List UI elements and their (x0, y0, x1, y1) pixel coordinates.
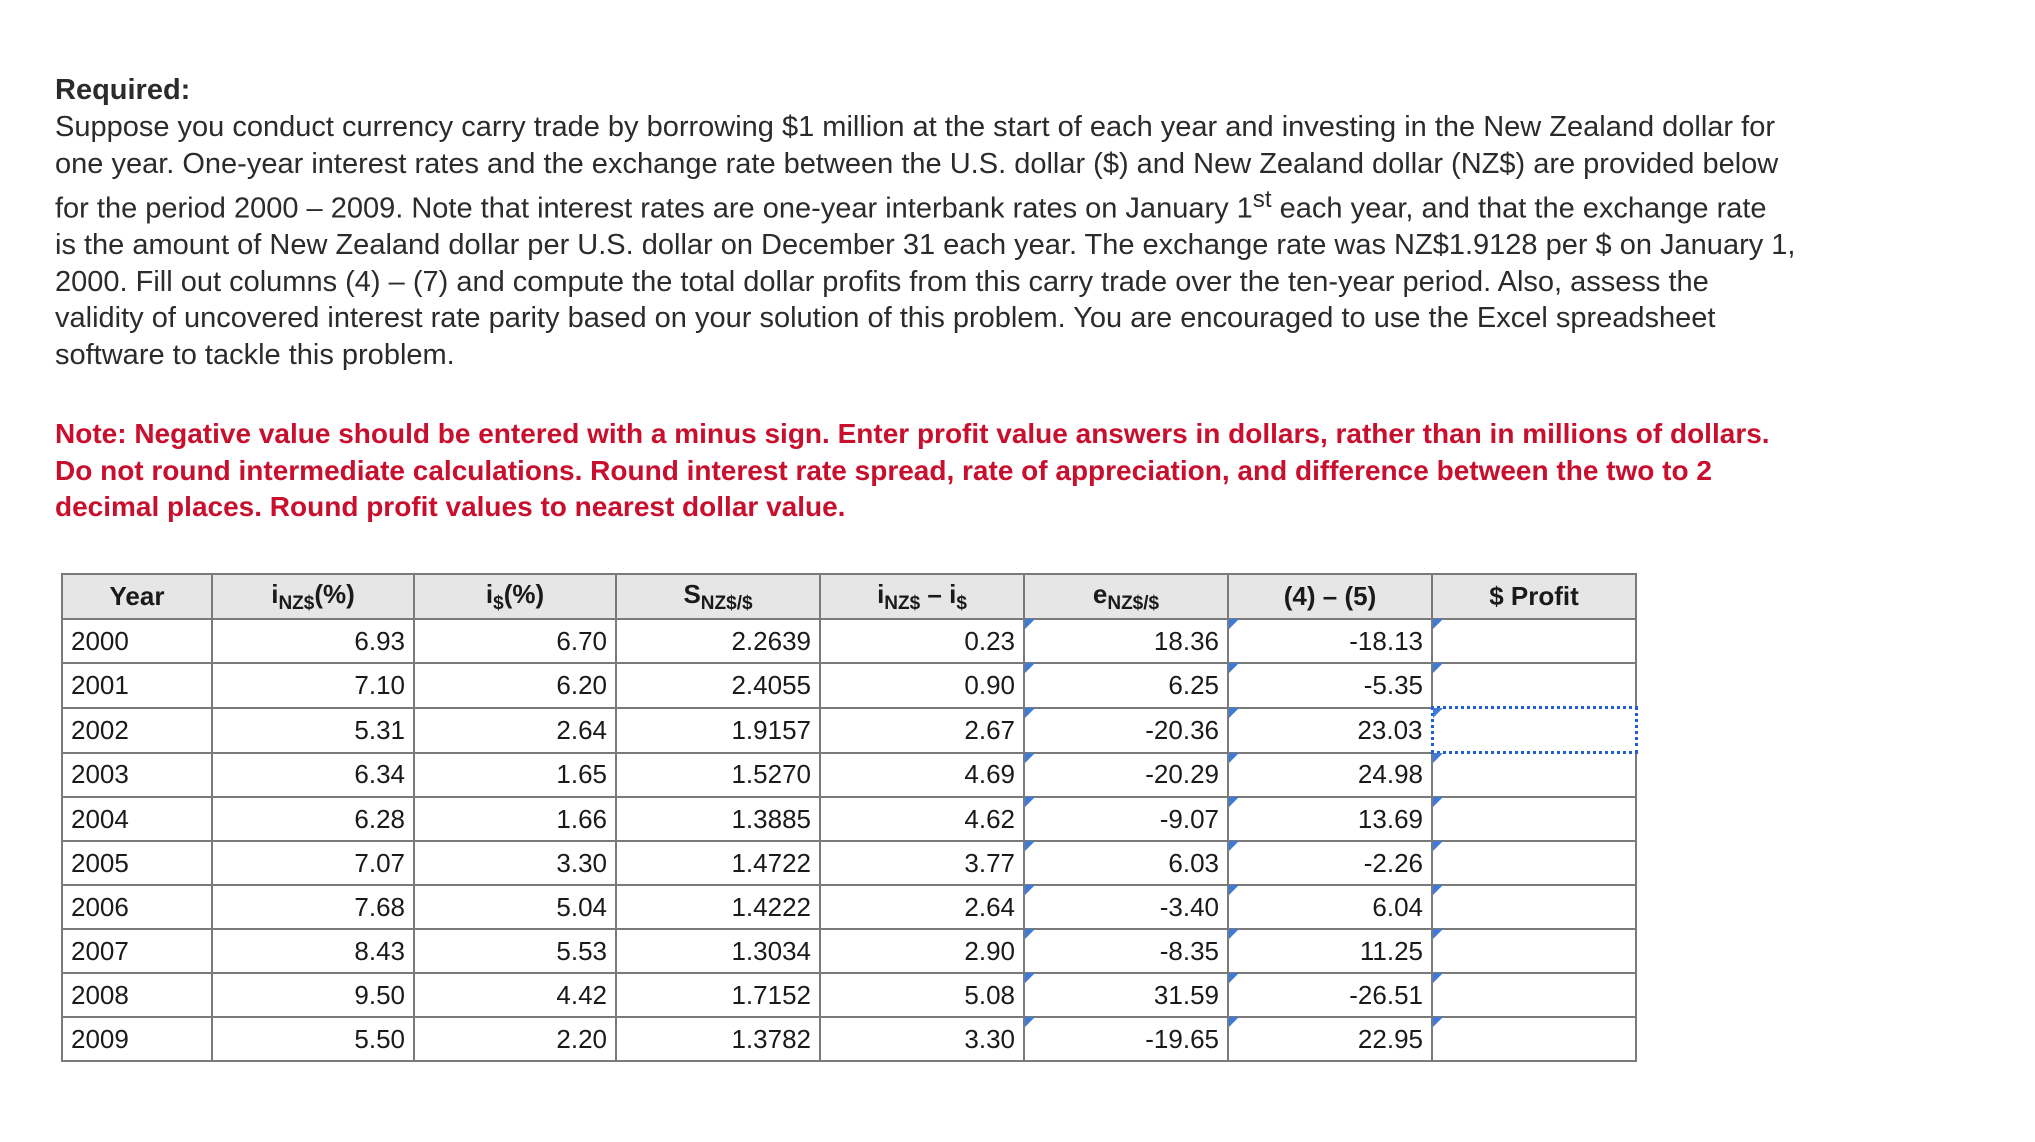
required-line-3 (55, 182, 1985, 227)
cell-ius: 4.42 (414, 973, 616, 1017)
table-row (62, 663, 1636, 708)
appreciation-input[interactable]: -9.07 (1024, 797, 1228, 841)
cell-spot: 1.4722 (616, 841, 820, 885)
table-row (62, 885, 1636, 929)
cell-inz: 6.93 (212, 619, 414, 663)
difference-input[interactable]: 6.04 (1228, 885, 1432, 929)
cell-ius: 6.20 (414, 663, 616, 708)
profit-input[interactable] (1432, 885, 1636, 929)
cell-year: 2006 (62, 885, 212, 929)
cell-year: 2002 (62, 708, 212, 753)
cell-ius: 5.04 (414, 885, 616, 929)
required-line-1: Suppose you conduct currency carry trade by borrowing $1 million at the start of each year and investing in the New Zealand dollar for (55, 111, 1775, 143)
cell-year: 2007 (62, 929, 212, 973)
cell-spot: 1.3885 (616, 797, 820, 841)
cell-ius: 2.64 (414, 708, 616, 753)
cell-year: 2001 (62, 663, 212, 708)
profit-input[interactable] (1432, 663, 1636, 708)
table-row (62, 708, 1636, 753)
cell-year: 2004 (62, 797, 212, 841)
required-heading: Required: (55, 74, 191, 106)
header-interest-spread: $i_{NZ\$} - i_{\$}$ (820, 574, 1024, 619)
required-line-3-a: for the period 2000 – 2009. Note that interest rates are one-year interbank rates on January 1 (55, 192, 1253, 225)
spread-input[interactable]: 2.67 (820, 708, 1024, 753)
profit-input[interactable] (1432, 929, 1636, 973)
profit-input-focused[interactable] (1432, 708, 1636, 753)
cell-year: 2009 (62, 1017, 212, 1061)
appreciation-input[interactable]: 18.36 (1024, 619, 1228, 663)
table-row (62, 929, 1636, 973)
difference-input[interactable]: -5.35 (1228, 663, 1432, 708)
appreciation-input[interactable]: -3.40 (1024, 885, 1228, 929)
cell-spot: 1.3782 (616, 1017, 820, 1061)
ordinal-suffix: st (1252, 186, 1272, 213)
cell-spot: 1.7152 (616, 973, 820, 1017)
header-inz: $i_{NZ\$}(\%)$ (212, 574, 414, 619)
spread-input[interactable]: 2.90 (820, 929, 1024, 973)
appreciation-input[interactable]: -20.36 (1024, 708, 1228, 753)
required-line-7: software to tackle this problem. (55, 338, 455, 371)
profit-input[interactable] (1432, 753, 1636, 798)
table-row (62, 841, 1636, 885)
table-row (62, 1017, 1636, 1061)
note-line-1: Note: Negative value should be entered with a minus sign. Enter profit value answers in dollars, rather than in millions of dollars. (55, 418, 1770, 450)
cell-inz: 6.28 (212, 797, 414, 841)
spread-input[interactable]: 5.08 (820, 973, 1024, 1017)
cell-inz: 7.07 (212, 841, 414, 885)
difference-input[interactable]: 23.03 (1228, 708, 1432, 753)
cell-spot: 1.4222 (616, 885, 820, 929)
spread-input[interactable]: 3.77 (820, 841, 1024, 885)
cell-ius: 1.65 (414, 753, 616, 798)
profit-input[interactable] (1432, 973, 1636, 1017)
cell-ius: 3.30 (414, 841, 616, 885)
profit-input[interactable] (1432, 841, 1636, 885)
cell-spot: 1.9157 (616, 708, 820, 753)
cell-spot: 1.5270 (616, 753, 820, 798)
profit-input[interactable] (1432, 619, 1636, 663)
cell-ius: 5.53 (414, 929, 616, 973)
cell-year: 2008 (62, 973, 212, 1017)
header-year: Year (62, 574, 212, 619)
spread-input[interactable]: 0.23 (820, 619, 1024, 663)
cell-inz: 6.34 (212, 753, 414, 798)
instruction-note (55, 416, 1985, 526)
cell-ius: 1.66 (414, 797, 616, 841)
header-appreciation: $e_{NZ\$/\$}$ (1024, 574, 1228, 619)
appreciation-input[interactable]: -8.35 (1024, 929, 1228, 973)
appreciation-input[interactable]: -20.29 (1024, 753, 1228, 798)
required-line-4: is the amount of New Zealand dollar per U.S. dollar on December 31 each year. The exchange rate was NZ$1.9128 per $ on January 1, (55, 229, 1796, 262)
spread-input[interactable]: 3.30 (820, 1017, 1024, 1061)
spread-input[interactable]: 4.69 (820, 753, 1024, 798)
cell-year: 2000 (62, 619, 212, 663)
table-row (62, 973, 1636, 1017)
header-spot-rate: $S_{NZ\$/\$}$ (616, 574, 820, 619)
cell-inz: 5.31 (212, 708, 414, 753)
spread-input[interactable]: 2.64 (820, 885, 1024, 929)
note-line-3: decimal places. Round profit values to nearest dollar value. (55, 491, 846, 523)
profit-input[interactable] (1432, 1017, 1636, 1061)
cell-year: 2005 (62, 841, 212, 885)
table-row (62, 619, 1636, 663)
cell-inz: 9.50 (212, 973, 414, 1017)
appreciation-input[interactable]: 6.03 (1024, 841, 1228, 885)
spread-input[interactable]: 4.62 (820, 797, 1024, 841)
cell-spot: 2.2639 (616, 619, 820, 663)
cell-inz: 7.10 (212, 663, 414, 708)
required-line-5: 2000. Fill out columns (4) – (7) and compute the total dollar profits from this carry trade over the ten-year period. Also, assess the (55, 265, 1709, 298)
difference-input[interactable]: 11.25 (1228, 929, 1432, 973)
appreciation-input[interactable]: 6.25 (1024, 663, 1228, 708)
cell-ius: 6.70 (414, 619, 616, 663)
header-difference: (4) – (5) (1228, 574, 1432, 619)
required-line-6: validity of uncovered interest rate parity based on your solution of this problem. You are encouraged to use the Excel spreadsheet (55, 302, 1716, 335)
problem-text (55, 72, 1985, 526)
required-line-3-b: each year, and that the exchange rate (1271, 192, 1767, 225)
header-profit: $ Profit (1432, 574, 1636, 619)
cell-year: 2003 (62, 753, 212, 798)
difference-input[interactable]: -26.51 (1228, 973, 1432, 1017)
required-line-2: one year. One-year interest rates and the exchange rate between the U.S. dollar ($) and New Zealand dollar (NZ$) are provided below (55, 147, 1779, 180)
table-row (62, 753, 1636, 798)
appreciation-input[interactable]: 31.59 (1024, 973, 1228, 1017)
cell-spot: 1.3034 (616, 929, 820, 973)
table-header-row (62, 574, 1636, 619)
note-line-2: Do not round intermediate calculations. Round interest rate spread, rate of appreciation, and difference between the two to 2 (55, 454, 1712, 486)
profit-input[interactable] (1432, 797, 1636, 841)
carry-trade-table (61, 573, 1638, 1062)
cell-inz: 7.68 (212, 885, 414, 929)
header-ius: $i_{\$}(\%)$ (414, 574, 616, 619)
cell-ius: 2.20 (414, 1017, 616, 1061)
spread-input[interactable]: 0.90 (820, 663, 1024, 708)
cell-inz: 5.50 (212, 1017, 414, 1061)
table-row (62, 797, 1636, 841)
difference-input[interactable]: 24.98 (1228, 753, 1432, 798)
appreciation-input[interactable]: -19.65 (1024, 1017, 1228, 1061)
difference-input[interactable]: 13.69 (1228, 797, 1432, 841)
difference-input[interactable]: -18.13 (1228, 619, 1432, 663)
difference-input[interactable]: -2.26 (1228, 841, 1432, 885)
cell-inz: 8.43 (212, 929, 414, 973)
cell-spot: 2.4055 (616, 663, 820, 708)
difference-input[interactable]: 22.95 (1228, 1017, 1432, 1061)
